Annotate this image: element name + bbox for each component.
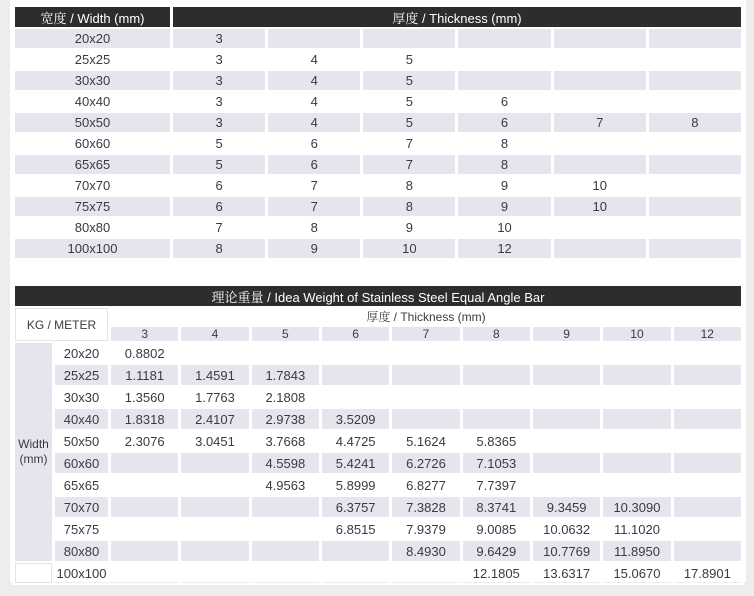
value-cell: 9 [362, 217, 457, 238]
weight-cell: 2.4107 [180, 408, 250, 430]
weight-cell: 4.4725 [320, 430, 390, 452]
weight-cell: 7.9379 [391, 518, 461, 540]
size-cell: 65x65 [14, 154, 172, 175]
table-row [14, 70, 743, 91]
weight-table-title: 理论重量 / Idea Weight of Stainless Steel Equal Angle Bar [14, 285, 743, 307]
value-cell: 4 [267, 49, 362, 70]
weight-cell [672, 452, 742, 474]
weight-cell: 3.0451 [180, 430, 250, 452]
table-row [14, 217, 743, 238]
value-cell: 5 [362, 112, 457, 133]
thickness-col-header: 6 [320, 326, 390, 342]
value-cell: 8 [172, 238, 267, 259]
weight-cell: 2.1808 [250, 386, 320, 408]
weight-cell [180, 518, 250, 540]
table-row [14, 175, 743, 196]
value-cell [552, 133, 647, 154]
weight-cell: 5.1624 [391, 430, 461, 452]
weight-cell: 17.8901 [672, 562, 742, 584]
value-cell: 6 [457, 112, 552, 133]
value-cell [647, 28, 742, 49]
table-row [14, 364, 743, 386]
table-row [14, 540, 743, 562]
value-cell: 7 [552, 112, 647, 133]
weight-cell: 10.0632 [531, 518, 601, 540]
weight-cell: 0.8802 [110, 342, 180, 364]
weight-cell [250, 342, 320, 364]
value-cell [457, 49, 552, 70]
value-cell [647, 238, 742, 259]
table-row [14, 342, 743, 364]
value-cell: 8 [647, 112, 742, 133]
weight-cell [672, 386, 742, 408]
weight-cell: 1.3560 [110, 386, 180, 408]
value-cell: 9 [457, 175, 552, 196]
value-cell: 7 [172, 217, 267, 238]
weight-cell [531, 474, 601, 496]
size-table [12, 5, 744, 260]
weight-cell [461, 342, 531, 364]
weight-cell [531, 342, 601, 364]
table-row [14, 112, 743, 133]
value-cell: 3 [172, 70, 267, 91]
size-cell: 25x25 [14, 49, 172, 70]
value-cell: 12 [457, 238, 552, 259]
value-cell: 6 [267, 154, 362, 175]
size-cell: 50x50 [14, 112, 172, 133]
table-row [14, 518, 743, 540]
weight-cell [391, 364, 461, 386]
weight-cell [391, 562, 461, 584]
table-row [14, 238, 743, 259]
weight-cell: 5.4241 [320, 452, 390, 474]
weight-cell [320, 364, 390, 386]
value-cell: 10 [457, 217, 552, 238]
weight-cell [110, 452, 180, 474]
weight-cell [320, 540, 390, 562]
weight-cell [602, 342, 672, 364]
weight-cell [461, 408, 531, 430]
value-cell: 6 [457, 91, 552, 112]
kg-meter-cell: KG / METER [14, 307, 110, 342]
value-cell: 6 [267, 133, 362, 154]
weight-cell [461, 364, 531, 386]
weight-cell [602, 452, 672, 474]
weight-cell: 6.3757 [320, 496, 390, 518]
size-table-header-row [14, 6, 743, 28]
value-cell: 8 [457, 133, 552, 154]
value-cell [647, 217, 742, 238]
thickness-col-header: 9 [531, 326, 601, 342]
weight-cell: 13.6317 [531, 562, 601, 584]
weight-cell: 6.2726 [391, 452, 461, 474]
size-cell: 70x70 [54, 496, 110, 518]
size-cell: 75x75 [54, 518, 110, 540]
size-cell: 50x50 [54, 430, 110, 452]
weight-cell [602, 408, 672, 430]
value-cell: 3 [172, 112, 267, 133]
side-label-line: (mm) [19, 452, 48, 466]
weight-cell [602, 474, 672, 496]
value-cell: 10 [552, 175, 647, 196]
value-cell: 8 [362, 175, 457, 196]
value-cell [552, 217, 647, 238]
weight-cell [602, 386, 672, 408]
value-cell [552, 28, 647, 49]
value-cell [552, 154, 647, 175]
thickness-col-header: 10 [602, 326, 672, 342]
size-cell: 80x80 [14, 217, 172, 238]
value-cell [647, 154, 742, 175]
table-row [14, 28, 743, 49]
thickness-col-header: 7 [391, 326, 461, 342]
table-row [14, 408, 743, 430]
value-cell: 3 [172, 91, 267, 112]
value-cell [647, 49, 742, 70]
weight-cell [672, 540, 742, 562]
value-cell: 8 [267, 217, 362, 238]
weight-cell [391, 386, 461, 408]
weight-cell [602, 364, 672, 386]
value-cell: 7 [267, 196, 362, 217]
value-cell: 3 [172, 49, 267, 70]
weight-cell: 9.6429 [461, 540, 531, 562]
weight-cell [602, 430, 672, 452]
size-cell: 25x25 [54, 364, 110, 386]
weight-cell: 3.7668 [250, 430, 320, 452]
thickness-col-header: 5 [250, 326, 320, 342]
side-label-line: Width [18, 437, 49, 451]
weight-cell: 15.0670 [602, 562, 672, 584]
value-cell [647, 70, 742, 91]
weight-cell [180, 540, 250, 562]
weight-cell [180, 562, 250, 584]
weight-cell [531, 452, 601, 474]
table-row [14, 452, 743, 474]
weight-cell: 1.4591 [180, 364, 250, 386]
table-row [14, 562, 743, 584]
table-row [14, 496, 743, 518]
size-cell: 60x60 [54, 452, 110, 474]
weight-cell [672, 408, 742, 430]
weight-cell: 10.7769 [531, 540, 601, 562]
weight-cell [461, 386, 531, 408]
weight-cell [672, 518, 742, 540]
weight-cell [250, 518, 320, 540]
weight-cell [531, 430, 601, 452]
value-cell [457, 28, 552, 49]
weight-cell [531, 364, 601, 386]
size-cell: 40x40 [14, 91, 172, 112]
size-cell: 30x30 [54, 386, 110, 408]
value-cell: 10 [362, 238, 457, 259]
table-row [14, 386, 743, 408]
size-cell: 20x20 [14, 28, 172, 49]
value-cell: 9 [457, 196, 552, 217]
table-row [14, 133, 743, 154]
value-cell: 7 [362, 154, 457, 175]
weight-cell: 6.8277 [391, 474, 461, 496]
weight-cell [391, 342, 461, 364]
weight-cell: 6.8515 [320, 518, 390, 540]
weight-cell [391, 408, 461, 430]
weight-cell [672, 474, 742, 496]
value-cell: 9 [267, 238, 362, 259]
value-cell [647, 91, 742, 112]
weight-header-row-2 [14, 326, 743, 342]
content-area [10, 0, 746, 582]
weight-cell: 7.1053 [461, 452, 531, 474]
weight-cell: 1.1181 [110, 364, 180, 386]
thickness-col-header: 4 [180, 326, 250, 342]
table-row [14, 474, 743, 496]
value-cell: 5 [172, 154, 267, 175]
table-row [14, 430, 743, 452]
value-cell: 5 [172, 133, 267, 154]
width-header-cell: 宽度 / Width (mm) [14, 6, 172, 28]
value-cell: 7 [267, 175, 362, 196]
value-cell [457, 70, 552, 91]
weight-cell [531, 386, 601, 408]
value-cell [647, 175, 742, 196]
weight-cell: 3.5209 [320, 408, 390, 430]
value-cell [552, 70, 647, 91]
value-cell [647, 196, 742, 217]
weight-cell: 8.4930 [391, 540, 461, 562]
value-cell [552, 238, 647, 259]
weight-cell [250, 496, 320, 518]
weight-cell [180, 342, 250, 364]
size-cell: 20x20 [54, 342, 110, 364]
weight-cell: 1.7843 [250, 364, 320, 386]
weight-header-row-1 [14, 307, 743, 326]
size-cell: 75x75 [14, 196, 172, 217]
value-cell: 4 [267, 112, 362, 133]
weight-cell [110, 518, 180, 540]
table-row [14, 196, 743, 217]
weight-cell: 12.1805 [461, 562, 531, 584]
value-cell: 8 [457, 154, 552, 175]
thickness-col-header: 8 [461, 326, 531, 342]
value-cell: 7 [362, 133, 457, 154]
table-row [14, 91, 743, 112]
weight-cell: 2.9738 [250, 408, 320, 430]
value-cell: 5 [362, 70, 457, 91]
weight-cell [672, 364, 742, 386]
empty-corner-cell [14, 562, 54, 584]
table-row [14, 154, 743, 175]
value-cell [552, 91, 647, 112]
weight-cell [250, 562, 320, 584]
size-cell: 40x40 [54, 408, 110, 430]
weight-cell: 8.3741 [461, 496, 531, 518]
value-cell [267, 28, 362, 49]
weight-cell: 5.8999 [320, 474, 390, 496]
weight-cell [180, 474, 250, 496]
value-cell: 10 [552, 196, 647, 217]
weight-cell [180, 496, 250, 518]
weight-cell [250, 540, 320, 562]
weight-cell: 5.8365 [461, 430, 531, 452]
weight-cell [320, 562, 390, 584]
value-cell: 6 [172, 175, 267, 196]
weight-cell [180, 452, 250, 474]
size-cell: 60x60 [14, 133, 172, 154]
value-cell [552, 49, 647, 70]
thickness-col-header: 12 [672, 326, 742, 342]
value-cell: 4 [267, 91, 362, 112]
weight-cell: 1.7763 [180, 386, 250, 408]
size-cell: 100x100 [14, 238, 172, 259]
weight-cell: 7.3828 [391, 496, 461, 518]
weight-cell [110, 562, 180, 584]
size-cell: 100x100 [54, 562, 110, 584]
table-row [14, 49, 743, 70]
weight-cell: 4.9563 [250, 474, 320, 496]
weight-cell: 4.5598 [250, 452, 320, 474]
thickness-col-header: 3 [110, 326, 180, 342]
value-cell [647, 133, 742, 154]
weight-cell: 9.3459 [531, 496, 601, 518]
weight-cell [110, 474, 180, 496]
weight-cell: 1.8318 [110, 408, 180, 430]
value-cell: 4 [267, 70, 362, 91]
value-cell: 5 [362, 49, 457, 70]
value-cell: 5 [362, 91, 457, 112]
weight-cell: 11.1020 [602, 518, 672, 540]
size-cell: 65x65 [54, 474, 110, 496]
weight-cell: 7.7397 [461, 474, 531, 496]
thickness-header-cell: 厚度 / Thickness (mm) [172, 6, 743, 28]
weight-cell [672, 342, 742, 364]
size-cell: 30x30 [14, 70, 172, 91]
thickness-header-cell: 厚度 / Thickness (mm) [110, 307, 743, 326]
width-mm-side-label [14, 342, 54, 562]
weight-table-title-row [14, 285, 743, 307]
weight-cell [110, 540, 180, 562]
weight-cell [320, 342, 390, 364]
weight-cell: 9.0085 [461, 518, 531, 540]
weight-cell [320, 386, 390, 408]
weight-cell: 2.3076 [110, 430, 180, 452]
value-cell: 8 [362, 196, 457, 217]
value-cell: 3 [172, 28, 267, 49]
weight-cell [672, 430, 742, 452]
weight-cell: 11.8950 [602, 540, 672, 562]
size-cell: 70x70 [14, 175, 172, 196]
value-cell [362, 28, 457, 49]
value-cell: 6 [172, 196, 267, 217]
weight-table [12, 284, 744, 585]
weight-cell [672, 496, 742, 518]
size-cell: 80x80 [54, 540, 110, 562]
weight-cell [531, 408, 601, 430]
weight-cell: 10.3090 [602, 496, 672, 518]
weight-cell [110, 496, 180, 518]
